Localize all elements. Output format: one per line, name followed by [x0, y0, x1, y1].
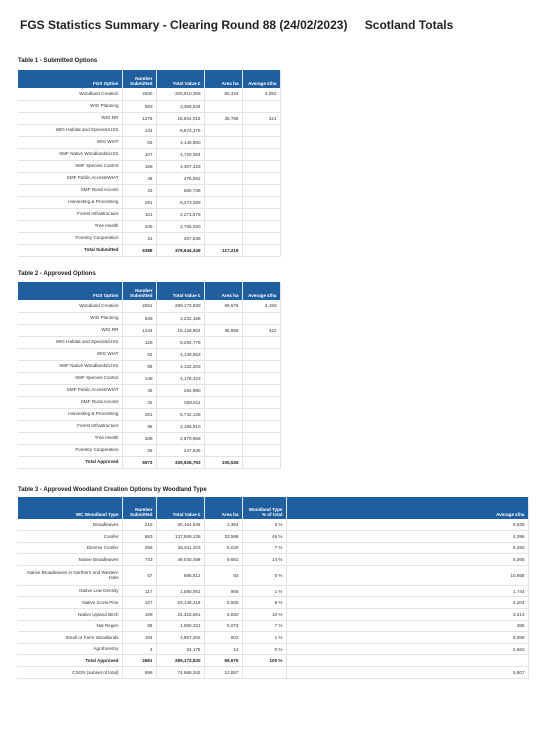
table-cell: 10 % [242, 609, 286, 621]
table-cell: 4 [122, 643, 156, 655]
table-cell: 4,204 [286, 597, 528, 609]
table-cell: 34,175 [156, 643, 204, 655]
table-cell [242, 220, 280, 232]
table-cell: 137,569,138 [156, 531, 204, 543]
table-row [18, 196, 280, 208]
column-header: Total Value £ [156, 282, 204, 300]
column-header: Woodland Type % of total [242, 497, 286, 519]
table-cell: 4,145,860 [156, 136, 204, 148]
row-label: Native Upland Birch [18, 609, 122, 621]
table-cell: 4,132,203 [156, 360, 204, 372]
table-cell [204, 396, 242, 408]
row-label: Agroforestry [18, 643, 122, 655]
total-row [18, 244, 280, 256]
table-cell [204, 312, 242, 324]
table-cell [242, 100, 280, 112]
table-cell: 5,065 [286, 554, 528, 566]
table-cell: 5,807 [286, 667, 528, 679]
table-cell [204, 220, 242, 232]
table-cell: 36,786 [204, 112, 242, 124]
column-header: Average £/ha [286, 497, 528, 519]
table-cell: 117,219 [204, 244, 242, 256]
row-label: WIG Planning [18, 100, 122, 112]
table-row [18, 554, 528, 566]
table-cell: 267,635 [156, 232, 204, 244]
table-cell: 57 [122, 565, 156, 585]
woodland-type-table [18, 497, 529, 679]
row-label: WIG RR [18, 324, 122, 336]
table-cell [242, 244, 280, 256]
table-cell: 8,068 [286, 632, 528, 644]
row-label: Nat Regen [18, 620, 122, 632]
row-label: Native Broadleaves [18, 554, 122, 566]
table-cell: 62 [122, 348, 156, 360]
column-header: WC Woodland Type [18, 497, 122, 519]
table-row [18, 408, 280, 420]
table-cell: 2,679,968 [156, 432, 204, 444]
table-cell: 2920 [122, 88, 156, 100]
table-cell: 289,173,830 [156, 655, 204, 667]
table-cell: 698 [122, 667, 156, 679]
table-row [18, 643, 528, 655]
table-cell: 3,369,634 [156, 100, 204, 112]
row-label: WIG WIAT [18, 136, 122, 148]
table-cell [242, 360, 280, 372]
table-cell [204, 360, 242, 372]
row-label: SMF Species Control [18, 160, 122, 172]
table-cell: 69,675 [204, 300, 242, 312]
table-cell: 148 [122, 372, 156, 384]
table-cell: 4,096 [286, 531, 528, 543]
row-label: Woodland Creation [18, 88, 122, 100]
table-cell [204, 420, 242, 432]
table-cell: 6388 [122, 244, 156, 256]
table-cell: 69,675 [204, 655, 242, 667]
table-row [18, 348, 280, 360]
table-cell: 1275 [122, 112, 156, 124]
table-cell: 6,273,059 [156, 196, 204, 208]
table-cell: 4,150 [242, 300, 280, 312]
table-cell [204, 196, 242, 208]
table-cell: 2,185,910 [156, 420, 204, 432]
table-row [18, 100, 280, 112]
row-label: SMF Public Access/WIAT [18, 384, 122, 396]
table-cell: 2661 [122, 655, 156, 667]
table-row [18, 184, 280, 196]
row-label: Native Scots Pine [18, 597, 122, 609]
table-cell: 63 [122, 136, 156, 148]
row-label: WIG RR [18, 112, 122, 124]
table-cell: 156 [122, 160, 156, 172]
table-cell: 100 % [242, 655, 286, 667]
table-row [18, 432, 280, 444]
table-cell: 9,682 [204, 554, 242, 566]
row-label: Broadleaves [18, 519, 122, 531]
table-cell: 126 [122, 336, 156, 348]
table-cell: 134 [122, 124, 156, 136]
row-label: Woodland Creation [18, 300, 122, 312]
row-label: Forest Infrastructure [18, 420, 122, 432]
table-row [18, 172, 280, 184]
table-cell [242, 408, 280, 420]
table-cell [242, 336, 280, 348]
column-header: Area ha [204, 70, 242, 88]
table-cell: 2,765,020 [156, 220, 204, 232]
table-row [18, 519, 528, 531]
table-row [18, 531, 528, 543]
table-cell: 31 [122, 232, 156, 244]
table-cell [242, 208, 280, 220]
table-cell: 23,145,219 [156, 597, 204, 609]
table-cell: 2661 [122, 300, 156, 312]
row-label: SMF Native Woodlands/LISS [18, 148, 122, 160]
table-row [18, 542, 528, 554]
table-cell: 96 [122, 420, 156, 432]
table-cell [204, 136, 242, 148]
table-cell: 386 [286, 620, 528, 632]
table-cell: 1,960,321 [156, 620, 204, 632]
table-cell: 8,572,376 [156, 124, 204, 136]
table-row [18, 609, 528, 621]
table-row [18, 360, 280, 372]
table-cell: 339,928,793 [156, 456, 204, 468]
table-cell: 194 [122, 632, 156, 644]
row-label: SMF Native Woodlands/LISS [18, 360, 122, 372]
table-row [18, 148, 280, 160]
table-cell: 0 % [242, 565, 286, 585]
table-cell: 107 [122, 148, 156, 160]
table-cell: 683 [122, 531, 156, 543]
table-row [18, 632, 528, 644]
row-label: WIG Habitat and Species/LISS [18, 336, 122, 348]
table-cell [242, 172, 280, 184]
table-cell: 117 [122, 585, 156, 597]
table-cell: 13 [204, 643, 242, 655]
table-cell [242, 124, 280, 136]
column-header: FGS Option [18, 70, 122, 88]
table-row [18, 667, 528, 679]
table-cell: 683 [122, 100, 156, 112]
table-cell: 215 [122, 519, 156, 531]
table-cell [242, 232, 280, 244]
row-label: Tree Health [18, 432, 122, 444]
table-cell [204, 348, 242, 360]
table-cell: 46 [122, 384, 156, 396]
table-cell [204, 172, 242, 184]
row-label: Total Approved [18, 655, 122, 667]
table-cell: 83 [204, 565, 242, 585]
table-cell: 1 % [242, 632, 286, 644]
row-label: Diverse Conifer [18, 542, 122, 554]
column-header: Total Value £ [156, 497, 204, 519]
table-cell: 325,910,359 [156, 88, 204, 100]
table-cell [242, 456, 280, 468]
table-cell: 346 [122, 220, 156, 232]
table-cell [204, 148, 242, 160]
table-cell [286, 655, 528, 667]
table-cell: 264,990 [156, 384, 204, 396]
row-label: Conifer [18, 531, 122, 543]
column-header: Area ha [204, 282, 242, 300]
column-header: Average £/ha [242, 70, 280, 88]
table-cell: 26,611,203 [156, 542, 204, 554]
column-header: Total Value £ [156, 70, 204, 88]
table-row [18, 597, 528, 609]
column-header: Number Submitted [122, 70, 156, 88]
row-label: Forest Infrastructure [18, 208, 122, 220]
table-cell [204, 208, 242, 220]
table-cell: 3,414 [286, 609, 528, 621]
table-cell: 256 [122, 542, 156, 554]
table-cell: 4,307,423 [156, 160, 204, 172]
table-cell: 2,271,575 [156, 208, 204, 220]
row-label: Native Broadleaves in Northern and Western Isles [18, 565, 122, 585]
table-cell: 291 [122, 196, 156, 208]
table-cell: 23,315,561 [156, 609, 204, 621]
table3-title: Table 3 - Approved Woodland Creation Options by Woodland Type [18, 487, 207, 493]
approved-options-table [18, 282, 281, 469]
page-title [20, 18, 453, 32]
table-cell: 4,139,853 [156, 348, 204, 360]
table-cell [204, 184, 242, 196]
table-cell: 7 % [242, 542, 286, 554]
table2-title: Table 2 - Approved Options [18, 271, 96, 277]
row-label: SMF Rural Access [18, 184, 122, 196]
table-row [18, 136, 280, 148]
total-row [18, 456, 280, 468]
table-row [18, 88, 280, 100]
table-cell: 1,744 [286, 585, 528, 597]
table-cell: 199 [122, 609, 156, 621]
table-cell [204, 100, 242, 112]
table-cell: 636 [122, 312, 156, 324]
table-cell: 1 % [242, 585, 286, 597]
table-cell: 127 [122, 597, 156, 609]
table-row [18, 585, 528, 597]
table-cell: 35,859 [204, 324, 242, 336]
column-header: Average £/ha [242, 282, 280, 300]
table-row [18, 312, 280, 324]
table-cell [242, 196, 280, 208]
report-title: FGS Statistics Summary - Clearing Round 88 (24/02/2023) [20, 18, 348, 32]
table-row [18, 384, 280, 396]
row-label: Native Low Density [18, 585, 122, 597]
table-cell: 5,073 [204, 620, 242, 632]
table-cell: 2,364 [204, 519, 242, 531]
table-cell: 560,736 [156, 184, 204, 196]
table-cell [242, 667, 286, 679]
table-cell: 3 % [242, 519, 286, 531]
table-row [18, 336, 280, 348]
row-label: WIG WIAT [18, 348, 122, 360]
table-cell: 10,858 [286, 565, 528, 585]
table-cell: 5,029 [204, 542, 242, 554]
table-cell: 14 % [242, 554, 286, 566]
table-cell: 421 [242, 112, 280, 124]
table-cell: 906 [204, 585, 242, 597]
row-label: SMF Rural Access [18, 396, 122, 408]
table-cell: 8,284,775 [156, 336, 204, 348]
table-cell: 261 [122, 408, 156, 420]
row-label: CSGN (subset of total) [18, 667, 122, 679]
table-cell: 6,830 [204, 609, 242, 621]
table-cell: 7 % [242, 620, 286, 632]
row-label: WIG Planning [18, 312, 122, 324]
table-row [18, 232, 280, 244]
row-label: SMF Species Control [18, 372, 122, 384]
table-cell: 74,666,342 [156, 667, 204, 679]
table-cell: 8 % [242, 597, 286, 609]
table-cell [204, 160, 242, 172]
table-cell [242, 396, 280, 408]
table-cell [204, 444, 242, 456]
table-cell: 15,128,904 [156, 324, 204, 336]
table-cell [242, 444, 280, 456]
table-cell: 66 [122, 620, 156, 632]
table-row [18, 396, 280, 408]
table-row [18, 220, 280, 232]
table-cell: 3,231,156 [156, 312, 204, 324]
table-cell: 29 [122, 444, 156, 456]
table-cell [242, 136, 280, 148]
table-cell: 32 [122, 396, 156, 408]
row-label: Total Submitted [18, 244, 122, 256]
table-cell [242, 184, 280, 196]
table-row [18, 444, 280, 456]
table-cell: 538,811 [156, 396, 204, 408]
table-cell: 96 [122, 360, 156, 372]
table-cell [204, 432, 242, 444]
table-cell [204, 384, 242, 396]
table-cell [242, 148, 280, 160]
table-cell [242, 312, 280, 324]
total-row [18, 655, 528, 667]
table-cell: 48 % [242, 531, 286, 543]
table-cell [204, 232, 242, 244]
table-cell: 602 [204, 632, 242, 644]
row-label: Harvesting & Processing [18, 408, 122, 420]
table-cell: 5,505 [204, 597, 242, 609]
column-header: Area ha [204, 497, 242, 519]
region-title: Scotland Totals [364, 18, 454, 32]
table-cell: 5973 [122, 456, 156, 468]
table-cell: 49,040,489 [156, 554, 204, 566]
table-row [18, 620, 528, 632]
table-cell: 15,504,016 [156, 112, 204, 124]
table-cell: 2,562 [286, 643, 528, 655]
table-cell [242, 160, 280, 172]
table-cell [204, 408, 242, 420]
table-cell: 422 [242, 324, 280, 336]
column-header: FGS Option [18, 282, 122, 300]
table-cell: 743 [122, 554, 156, 566]
table-row [18, 372, 280, 384]
table-cell [242, 348, 280, 360]
row-label: Forestry Cooperation [18, 232, 122, 244]
row-label: SMF Public Access/WIAT [18, 172, 122, 184]
table-cell [204, 124, 242, 136]
table-row [18, 565, 528, 585]
table-row [18, 112, 280, 124]
table-cell: 101 [122, 208, 156, 220]
table-cell: 4,857,202 [156, 632, 204, 644]
table-row [18, 208, 280, 220]
table-cell [204, 372, 242, 384]
table-cell [204, 336, 242, 348]
table-cell: 1244 [122, 324, 156, 336]
submitted-options-table [18, 70, 281, 257]
column-header: Number Submitted [122, 282, 156, 300]
table-row [18, 124, 280, 136]
table-cell: 80,434 [204, 88, 242, 100]
column-header: Number Submitted [122, 497, 156, 519]
table-row [18, 300, 280, 312]
table-cell: 33 [122, 184, 156, 196]
table-cell: 276,692 [156, 172, 204, 184]
table-cell: 4,720,064 [156, 148, 204, 160]
table-row [18, 324, 280, 336]
table-cell: 20,164,648 [156, 519, 204, 531]
row-label: Forestry Cooperation [18, 444, 122, 456]
table-cell: 5,292 [286, 542, 528, 554]
table-cell: 336 [122, 432, 156, 444]
table-cell: 5,742,135 [156, 408, 204, 420]
table-cell: 12,857 [204, 667, 242, 679]
table-cell: 33,588 [204, 531, 242, 543]
table-cell: 4,052 [242, 88, 280, 100]
table-cell: 4,178,423 [156, 372, 204, 384]
table-cell: 0 % [242, 643, 286, 655]
row-label: Total Approved [18, 456, 122, 468]
table-cell: 247,835 [156, 444, 204, 456]
table-cell [242, 432, 280, 444]
table-row [18, 420, 280, 432]
table-row [18, 160, 280, 172]
table-cell [242, 420, 280, 432]
row-label: Small or Farm Woodlands [18, 632, 122, 644]
table-cell: 105,535 [204, 456, 242, 468]
table-cell: 895,812 [156, 565, 204, 585]
table-cell: 378,944,449 [156, 244, 204, 256]
table1-title: Table 1 - Submitted Options [18, 58, 98, 64]
row-label: Harvesting & Processing [18, 196, 122, 208]
table-cell [242, 372, 280, 384]
table-cell: 48 [122, 172, 156, 184]
table-cell [242, 384, 280, 396]
table-cell: 8,529 [286, 519, 528, 531]
table-cell: 1,580,061 [156, 585, 204, 597]
row-label: Tree Health [18, 220, 122, 232]
row-label: WIG Habitat and Species/LISS [18, 124, 122, 136]
table-cell: 289,173,830 [156, 300, 204, 312]
